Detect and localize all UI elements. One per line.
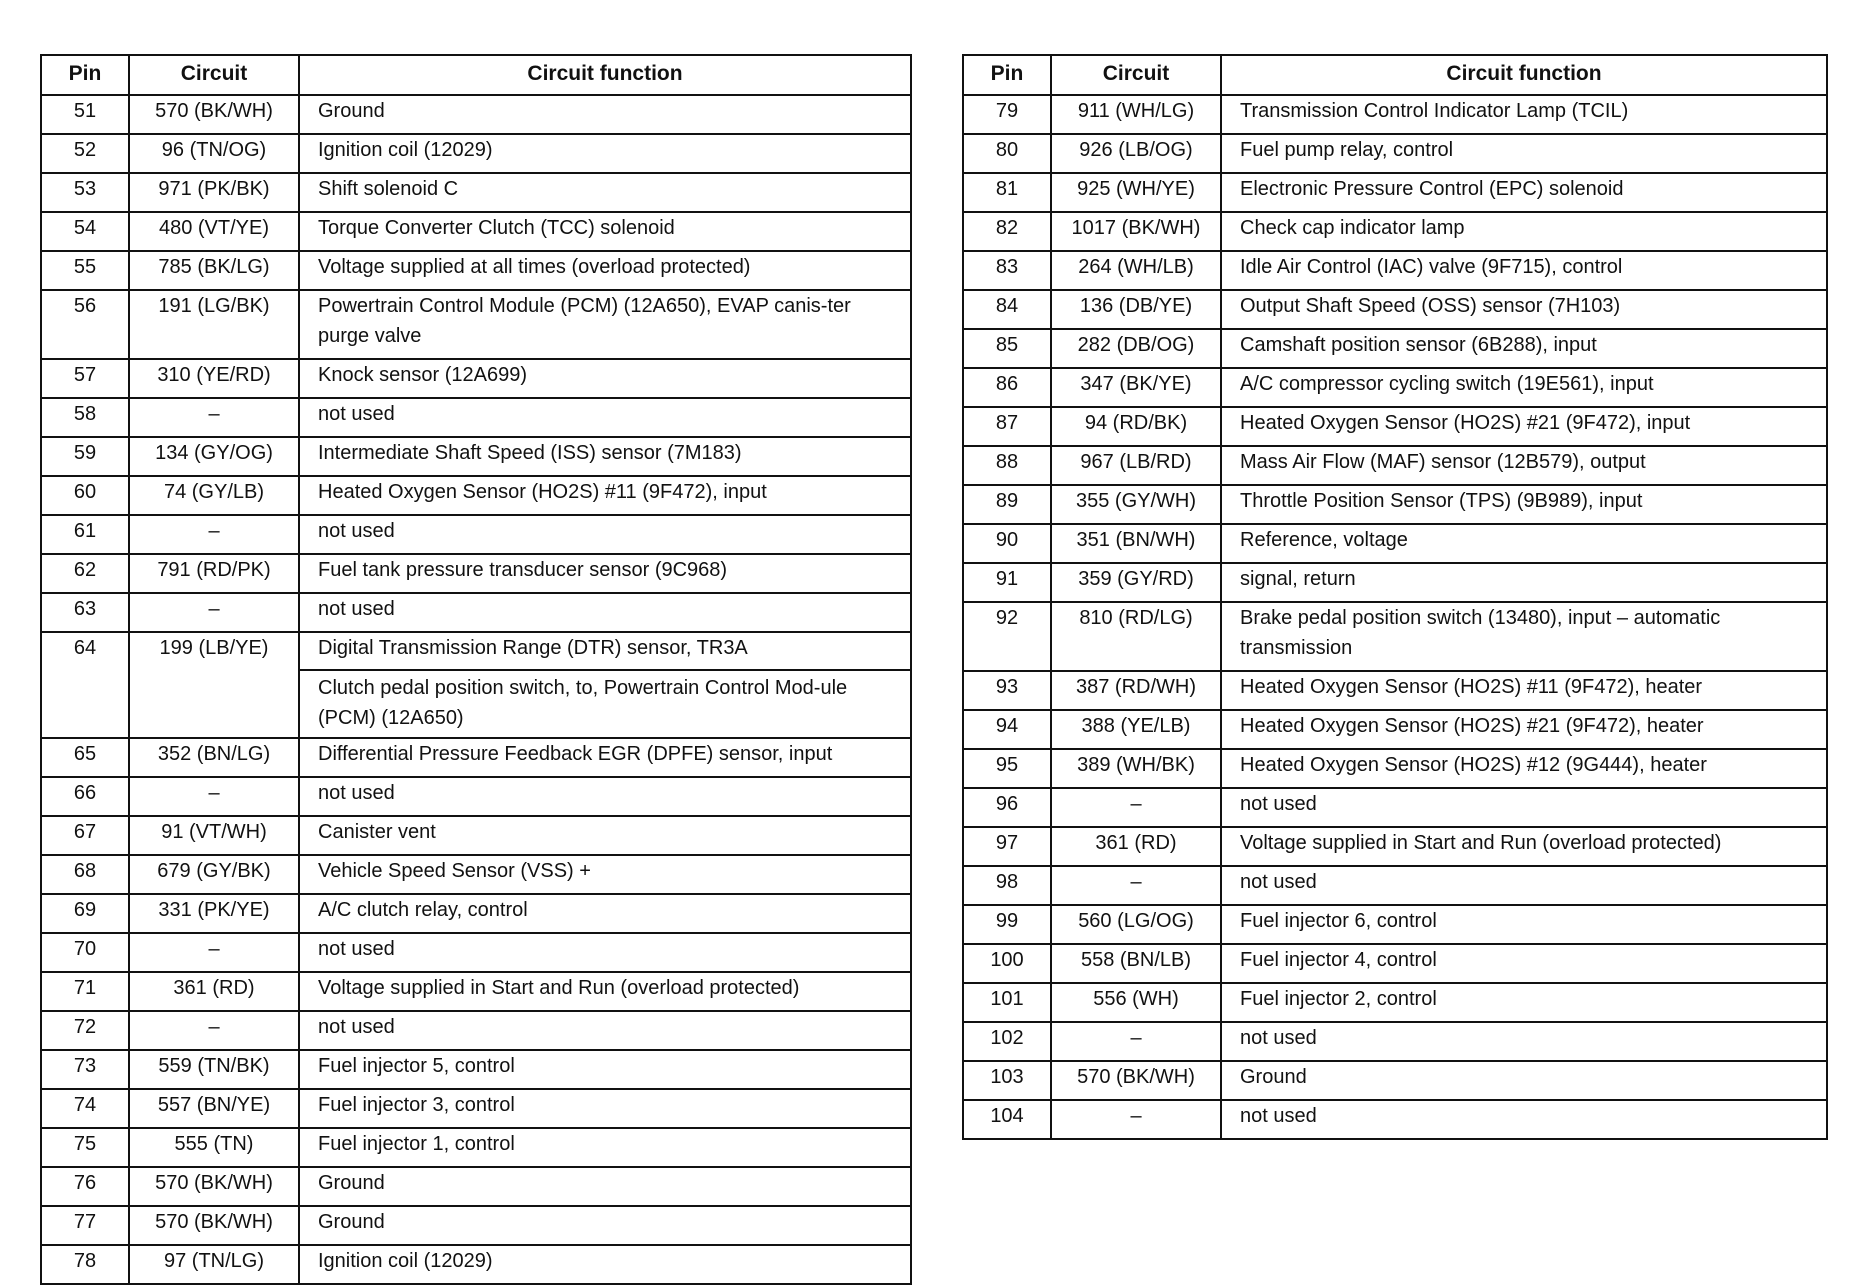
table-row [41, 1167, 911, 1206]
pin-cell: 72 [41, 1011, 129, 1050]
table-row [41, 515, 911, 554]
circuit-cell: – [129, 933, 299, 972]
table-row [41, 933, 911, 972]
table-row [963, 944, 1827, 983]
circuit-function-cell [299, 1089, 911, 1128]
circuit-cell: 199 (LB/YE) [129, 632, 299, 738]
circuit-function-text: Heated Oxygen Sensor (HO2S) #11 (9F472), heater [1240, 676, 1703, 698]
circuit-function-cell [1221, 827, 1827, 866]
circuit-function-cell [1221, 905, 1827, 944]
circuit-function-text: Fuel injector 3, control [318, 1094, 515, 1116]
circuit-cell: – [129, 777, 299, 816]
table-row [41, 855, 911, 894]
circuit-cell: 351 (BN/WH) [1051, 524, 1221, 563]
table-row [41, 290, 911, 359]
table-row [963, 251, 1827, 290]
pin-cell: 69 [41, 894, 129, 933]
pin-cell: 81 [963, 173, 1051, 212]
circuit-function-text: Voltage supplied at all times (overload protected) [318, 256, 751, 278]
circuit-function-text: Fuel pump relay, control [1240, 139, 1454, 161]
circuit-function-cell [1221, 788, 1827, 827]
pin-cell: 60 [41, 476, 129, 515]
circuit-function-text: Mass Air Flow (MAF) sensor (12B579), output [1240, 451, 1646, 473]
circuit-function-cell [299, 1011, 911, 1050]
table-row [963, 827, 1827, 866]
circuit-cell: – [129, 515, 299, 554]
table-row [963, 290, 1827, 329]
circuit-cell: 331 (PK/YE) [129, 894, 299, 933]
circuit-function-cell [1221, 212, 1827, 251]
table-row [963, 671, 1827, 710]
circuit-function-cell [299, 894, 911, 933]
circuit-function-cell [299, 398, 911, 437]
table-row [963, 1022, 1827, 1061]
circuit-function-cell [299, 359, 911, 398]
circuit-function-cell [1221, 407, 1827, 446]
table-row [963, 368, 1827, 407]
circuit-function-text: Check cap indicator lamp [1240, 217, 1465, 239]
table-row [963, 905, 1827, 944]
circuit-function-cell [299, 1206, 911, 1245]
table-row [963, 446, 1827, 485]
circuit-function-cell [1221, 710, 1827, 749]
circuit-function-cell [299, 632, 911, 738]
table-row [41, 777, 911, 816]
circuit-column-header: Circuit [129, 55, 299, 95]
circuit-cell: 556 (WH) [1051, 983, 1221, 1022]
circuit-function-cell [1221, 944, 1827, 983]
circuit-cell: – [129, 398, 299, 437]
circuit-cell: 389 (WH/BK) [1051, 749, 1221, 788]
circuit-function-text: Heated Oxygen Sensor (HO2S) #11 (9F472), input [318, 481, 767, 503]
table-row [41, 95, 911, 134]
pin-cell: 99 [963, 905, 1051, 944]
table-row [963, 134, 1827, 173]
pin-cell: 73 [41, 1050, 129, 1089]
pin-cell: 93 [963, 671, 1051, 710]
pin-cell: 74 [41, 1089, 129, 1128]
circuit-cell: – [1051, 866, 1221, 905]
circuit-function-text: Knock sensor (12A699) [318, 364, 528, 386]
table-row [41, 134, 911, 173]
circuit-cell: 74 (GY/LB) [129, 476, 299, 515]
table-row [41, 593, 911, 632]
circuit-cell: 785 (BK/LG) [129, 251, 299, 290]
circuit-cell: 359 (GY/RD) [1051, 563, 1221, 602]
table-row [41, 173, 911, 212]
circuit-function-text: Fuel injector 1, control [318, 1133, 515, 1155]
table-row [41, 972, 911, 1011]
circuit-function-text: A/C compressor cycling switch (19E561), input [1240, 373, 1654, 395]
table-row [41, 1089, 911, 1128]
pin-cell: 65 [41, 738, 129, 777]
table-row [41, 1245, 911, 1284]
table-row [963, 1061, 1827, 1100]
circuit-cell: 361 (RD) [129, 972, 299, 1011]
circuit-cell: 679 (GY/BK) [129, 855, 299, 894]
circuit-cell: 361 (RD) [1051, 827, 1221, 866]
circuit-function-text: Differential Pressure Feedback EGR (DPFE) sensor, input [318, 743, 833, 765]
circuit-cell: 558 (BN/LB) [1051, 944, 1221, 983]
circuit-cell: – [129, 593, 299, 632]
circuit-function-cell [299, 134, 911, 173]
pin-cell: 86 [963, 368, 1051, 407]
circuit-cell: 264 (WH/LB) [1051, 251, 1221, 290]
circuit-function-cell [1221, 251, 1827, 290]
circuit-function-column-header: Circuit function [1221, 55, 1827, 95]
table-row [963, 1100, 1827, 1139]
pin-cell: 90 [963, 524, 1051, 563]
circuit-function-text: Ground [318, 1172, 385, 1194]
circuit-function-cell [1221, 329, 1827, 368]
circuit-function-text: not used [318, 598, 395, 620]
circuit-function-cell [1221, 866, 1827, 905]
table-row [963, 485, 1827, 524]
circuit-function-text: Fuel injector 4, control [1240, 949, 1437, 971]
circuit-cell: 925 (WH/YE) [1051, 173, 1221, 212]
pin-cell: 56 [41, 290, 129, 359]
circuit-function-cell [299, 933, 911, 972]
circuit-function-cell [299, 1050, 911, 1089]
circuit-function-cell [299, 554, 911, 593]
pin-cell: 63 [41, 593, 129, 632]
circuit-cell: 559 (TN/BK) [129, 1050, 299, 1089]
pin-cell: 52 [41, 134, 129, 173]
circuit-cell: 570 (BK/WH) [129, 95, 299, 134]
circuit-cell: 134 (GY/OG) [129, 437, 299, 476]
circuit-function-text: not used [318, 403, 395, 425]
pin-cell: 83 [963, 251, 1051, 290]
circuit-function-cell [1221, 368, 1827, 407]
pin-cell: 76 [41, 1167, 129, 1206]
circuit-function-text: not used [318, 782, 395, 804]
pin-cell: 82 [963, 212, 1051, 251]
pin-cell: 59 [41, 437, 129, 476]
circuit-cell: 94 (RD/BK) [1051, 407, 1221, 446]
circuit-cell: 926 (LB/OG) [1051, 134, 1221, 173]
circuit-cell: – [129, 1011, 299, 1050]
table-row [41, 1206, 911, 1245]
circuit-function-cell [1221, 602, 1827, 671]
pin-cell: 58 [41, 398, 129, 437]
circuit-cell: – [1051, 1100, 1221, 1139]
circuit-cell: 480 (VT/YE) [129, 212, 299, 251]
circuit-function-cell [299, 1167, 911, 1206]
circuit-function-text: signal, return [1240, 568, 1356, 590]
circuit-function-text: Shift solenoid C [318, 178, 459, 200]
table-row [963, 983, 1827, 1022]
pin-cell: 101 [963, 983, 1051, 1022]
circuit-cell: 347 (BK/YE) [1051, 368, 1221, 407]
pin-cell: 79 [963, 95, 1051, 134]
pin-cell: 55 [41, 251, 129, 290]
circuit-function-text: Ignition coil (12029) [318, 139, 493, 161]
circuit-function-text: Electronic Pressure Control (EPC) solenoid [1240, 178, 1624, 200]
circuit-cell: 1017 (BK/WH) [1051, 212, 1221, 251]
circuit-function-text: Camshaft position sensor (6B288), input [1240, 334, 1597, 356]
table-row [41, 1128, 911, 1167]
pin-cell: 51 [41, 95, 129, 134]
table-row [41, 1050, 911, 1089]
circuit-function-text: not used [318, 520, 395, 542]
circuit-function-text: not used [1240, 793, 1317, 815]
circuit-cell: 560 (LG/OG) [1051, 905, 1221, 944]
pin-cell: 75 [41, 1128, 129, 1167]
table-row [963, 563, 1827, 602]
circuit-function-text: Fuel injector 2, control [1240, 988, 1437, 1010]
table-row [41, 816, 911, 855]
circuit-function-text: Ground [318, 100, 385, 122]
table-row [41, 554, 911, 593]
circuit-cell: 97 (TN/LG) [129, 1245, 299, 1284]
pin-cell: 77 [41, 1206, 129, 1245]
pin-cell: 71 [41, 972, 129, 1011]
table-row [963, 407, 1827, 446]
pin-cell: 84 [963, 290, 1051, 329]
pin-cell: 61 [41, 515, 129, 554]
circuit-cell: 282 (DB/OG) [1051, 329, 1221, 368]
circuit-function-text: Heated Oxygen Sensor (HO2S) #21 (9F472), input [1240, 412, 1691, 434]
table-row [41, 476, 911, 515]
circuit-function-text: Transmission Control Indicator Lamp (TCIL) [1240, 100, 1629, 122]
pin-cell: 92 [963, 602, 1051, 671]
circuit-function-cell [1221, 749, 1827, 788]
table-row [963, 329, 1827, 368]
circuit-function-cell [299, 290, 911, 359]
pin-cell: 96 [963, 788, 1051, 827]
circuit-cell: 810 (RD/LG) [1051, 602, 1221, 671]
table-header-row [41, 55, 911, 95]
circuit-function-text: Digital Transmission Range (DTR) sensor, TR3A [318, 637, 748, 659]
circuit-function-cell [299, 212, 911, 251]
table-row [963, 173, 1827, 212]
circuit-function-text: Reference, voltage [1240, 529, 1408, 551]
table-row [963, 212, 1827, 251]
circuit-function-text: Ground [1240, 1066, 1307, 1088]
pin-cell: 87 [963, 407, 1051, 446]
pin-cell: 68 [41, 855, 129, 894]
circuit-function-cell [1221, 983, 1827, 1022]
circuit-function-cell [1221, 95, 1827, 134]
circuit-cell: 387 (RD/WH) [1051, 671, 1221, 710]
table-row [963, 95, 1827, 134]
pin-cell: 88 [963, 446, 1051, 485]
circuit-function-text: Fuel injector 5, control [318, 1055, 515, 1077]
circuit-function-cell [1221, 290, 1827, 329]
circuit-function-text: Torque Converter Clutch (TCC) solenoid [318, 217, 675, 239]
pin-cell: 97 [963, 827, 1051, 866]
circuit-function-text: Fuel tank pressure transducer sensor (9C968) [318, 559, 728, 581]
circuit-function-cell [299, 437, 911, 476]
circuit-cell: 971 (PK/BK) [129, 173, 299, 212]
table-row [41, 738, 911, 777]
table-row [41, 632, 911, 738]
pin-cell: 80 [963, 134, 1051, 173]
circuit-cell: 310 (YE/RD) [129, 359, 299, 398]
circuit-function-text: Fuel injector 6, control [1240, 910, 1437, 932]
pin-cell: 89 [963, 485, 1051, 524]
circuit-function-cell [1221, 134, 1827, 173]
circuit-cell: 967 (LB/RD) [1051, 446, 1221, 485]
circuit-function-text: Intermediate Shaft Speed (ISS) sensor (7M183) [318, 442, 742, 464]
circuit-function-cell [299, 476, 911, 515]
circuit-cell: 91 (VT/WH) [129, 816, 299, 855]
pin-cell: 70 [41, 933, 129, 972]
circuit-function-text: Ground [318, 1211, 385, 1233]
circuit-cell: 570 (BK/WH) [1051, 1061, 1221, 1100]
circuit-cell: – [1051, 788, 1221, 827]
pin-cell: 62 [41, 554, 129, 593]
circuit-function-text: Heated Oxygen Sensor (HO2S) #21 (9F472), heater [1240, 715, 1704, 737]
pin-cell: 78 [41, 1245, 129, 1284]
circuit-function-cell [1221, 1022, 1827, 1061]
pin-cell: 57 [41, 359, 129, 398]
circuit-function-cell [1221, 563, 1827, 602]
circuit-cell: 355 (GY/WH) [1051, 485, 1221, 524]
pin-cell: 67 [41, 816, 129, 855]
circuit-function-cell [299, 251, 911, 290]
table-row [41, 1011, 911, 1050]
circuit-function-cell [299, 95, 911, 134]
circuit-function-text: Vehicle Speed Sensor (VSS) + [318, 860, 591, 882]
circuit-function-cell [1221, 173, 1827, 212]
circuit-function-column-header: Circuit function [299, 55, 911, 95]
pinout-table-left [40, 54, 912, 1285]
circuit-function-cell [1221, 485, 1827, 524]
circuit-function-cell [299, 515, 911, 554]
circuit-cell: 136 (DB/YE) [1051, 290, 1221, 329]
circuit-column-header: Circuit [1051, 55, 1221, 95]
table-row [963, 710, 1827, 749]
circuit-cell: – [1051, 1022, 1221, 1061]
pinout-table-right [962, 54, 1828, 1140]
circuit-function-cell [299, 972, 911, 1011]
circuit-function-text: Ignition coil (12029) [318, 1250, 493, 1272]
circuit-function-cell [299, 1245, 911, 1284]
table-header-row [963, 55, 1827, 95]
circuit-function-cell [1221, 524, 1827, 563]
table-row [963, 524, 1827, 563]
table-row [41, 251, 911, 290]
pin-column-header: Pin [963, 55, 1051, 95]
circuit-function-text: Output Shaft Speed (OSS) sensor (7H103) [1240, 295, 1621, 317]
circuit-function-text: Powertrain Control Module (PCM) (12A650), EVAP canis-ter purge valve [318, 295, 851, 347]
circuit-function-cell [299, 173, 911, 212]
pin-cell: 103 [963, 1061, 1051, 1100]
pin-cell: 66 [41, 777, 129, 816]
circuit-function-text: A/C clutch relay, control [318, 899, 528, 921]
circuit-function-cell [1221, 671, 1827, 710]
circuit-function-cell [299, 593, 911, 632]
pin-cell: 85 [963, 329, 1051, 368]
pin-cell: 102 [963, 1022, 1051, 1061]
circuit-function-cell [1221, 1061, 1827, 1100]
circuit-function-text: Heated Oxygen Sensor (HO2S) #12 (9G444), heater [1240, 754, 1707, 776]
circuit-cell: 555 (TN) [129, 1128, 299, 1167]
circuit-function-text: not used [1240, 871, 1317, 893]
table-row [963, 866, 1827, 905]
pin-cell: 95 [963, 749, 1051, 788]
pin-cell: 53 [41, 173, 129, 212]
pin-cell: 100 [963, 944, 1051, 983]
table-row [963, 749, 1827, 788]
circuit-cell: 191 (LG/BK) [129, 290, 299, 359]
circuit-cell: 570 (BK/WH) [129, 1167, 299, 1206]
circuit-function-text: not used [318, 938, 395, 960]
circuit-function-text: Voltage supplied in Start and Run (overload protected) [318, 977, 800, 999]
circuit-cell: 352 (BN/LG) [129, 738, 299, 777]
circuit-function-cell [299, 855, 911, 894]
pin-cell: 54 [41, 212, 129, 251]
circuit-function-cell [1221, 446, 1827, 485]
circuit-function-text: Brake pedal position switch (13480), input – automatic transmission [1240, 607, 1721, 659]
table-row [41, 359, 911, 398]
table-row [41, 437, 911, 476]
pin-cell: 91 [963, 563, 1051, 602]
circuit-function-text: Canister vent [318, 821, 436, 843]
circuit-function-cell [299, 738, 911, 777]
circuit-function-text: not used [1240, 1105, 1317, 1127]
circuit-cell: 570 (BK/WH) [129, 1206, 299, 1245]
circuit-cell: 911 (WH/LG) [1051, 95, 1221, 134]
circuit-function-text: not used [1240, 1027, 1317, 1049]
circuit-cell: 791 (RD/PK) [129, 554, 299, 593]
circuit-cell: 557 (BN/YE) [129, 1089, 299, 1128]
circuit-function-cell [299, 1128, 911, 1167]
circuit-function-text: Voltage supplied in Start and Run (overload protected) [1240, 832, 1722, 854]
pin-cell: 64 [41, 632, 129, 738]
table-row [41, 212, 911, 251]
circuit-cell: 388 (YE/LB) [1051, 710, 1221, 749]
pin-cell: 94 [963, 710, 1051, 749]
table-row [41, 398, 911, 437]
circuit-function-cell [1221, 1100, 1827, 1139]
circuit-function-cell [299, 777, 911, 816]
circuit-function-text: Clutch pedal position switch, to, Powertrain Control Mod-ule (PCM) (12A650) [300, 669, 910, 733]
circuit-cell: 96 (TN/OG) [129, 134, 299, 173]
circuit-function-cell [299, 816, 911, 855]
table-row [963, 602, 1827, 671]
circuit-function-text: not used [318, 1016, 395, 1038]
pin-column-header: Pin [41, 55, 129, 95]
table-row [963, 788, 1827, 827]
table-row [41, 894, 911, 933]
pin-cell: 98 [963, 866, 1051, 905]
circuit-function-text: Throttle Position Sensor (TPS) (9B989), input [1240, 490, 1643, 512]
circuit-function-text: Idle Air Control (IAC) valve (9F715), control [1240, 256, 1623, 278]
pin-cell: 104 [963, 1100, 1051, 1139]
